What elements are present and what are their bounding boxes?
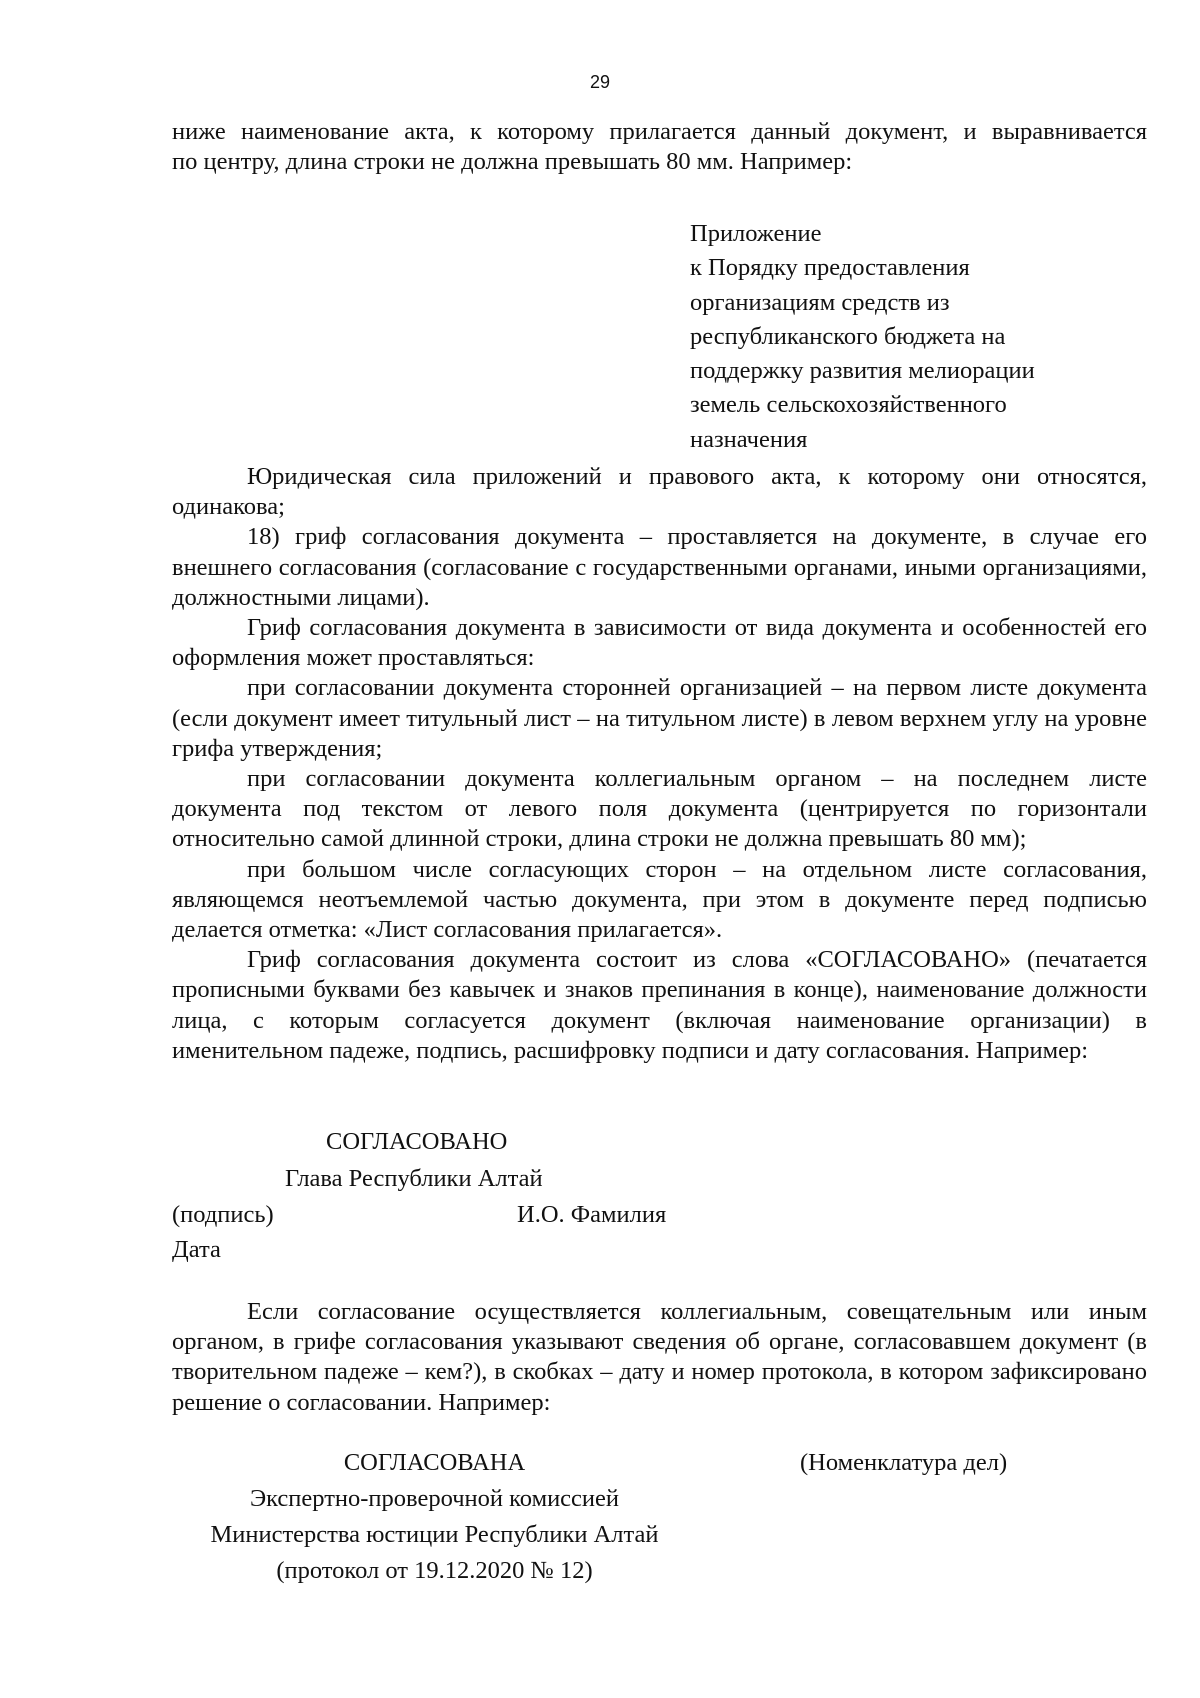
appendix-line: поддержку развития мелиорации (690, 357, 1035, 385)
approval-signature: (подпись) (172, 1201, 274, 1228)
paragraph-stamp-placement: Гриф согласования документа в зависимости от вида документа и особенностей его оформления может проставляться: (172, 614, 1147, 672)
collegial-paragraph-block (172, 1297, 1147, 1418)
intro-paragraph (172, 117, 1147, 177)
main-text (172, 462, 1147, 1066)
intro-line: ниже наименование акта, к которому прилагается данный документ, и выравнивается (172, 118, 1147, 145)
approval-position: Глава Республики Алтай (285, 1165, 543, 1192)
approval-heading: СОГЛАСОВАНО (326, 1128, 508, 1155)
collegial-commission: Экспертно-проверочной комиссией (249, 1485, 620, 1512)
paragraph-third-party: при согласовании документа сторонней организацией – на первом листе документа (если документ имеет титульный лист – на титульном листе) в левом верхнем углу на уровне грифа утверждения; (172, 674, 1147, 762)
appendix-line: к Порядку предоставления (690, 254, 970, 282)
nomenclature-label: (Номенклатура дел) (800, 1449, 1008, 1476)
approval-name: И.О. Фамилия (517, 1201, 667, 1228)
appendix-line: организациям средств из (690, 288, 950, 316)
paragraph-stamp-composition: Гриф согласования документа состоит из слова «СОГЛАСОВАНО» (печатается прописными буквами без кавычек и знаков препинания в конце), наименование должности лица, с которым согласуется документ (включая наименование организации) в именительном падеже, подпись, расшифровку подписи и дату согласования. Например: (172, 946, 1147, 1064)
appendix-line: республиканского бюджета на (690, 322, 1006, 350)
paragraph-collegial-approval: Если согласование осуществляется коллегиальным, совещательным или иным органом, в грифе согласования указывают сведения об органе, согласовавшем документ (в творительном падеже – кем?), в скобках – дату и номер протокола, в котором зафиксировано решение о согласовании. Например: (172, 1298, 1147, 1416)
appendix-line: назначения (690, 425, 808, 453)
collegial-protocol: (протокол от 19.12.2020 № 12) (276, 1557, 593, 1584)
approval-date: Дата (172, 1236, 221, 1263)
collegial-ministry: Министерства юстиции Республики Алтай (210, 1521, 659, 1548)
intro-line: по центру, длина строки не должна превышать 80 мм. Например: (172, 148, 853, 176)
appendix-line: земель сельскохозяйственного (690, 391, 1007, 419)
appendix-stamp (690, 217, 1110, 457)
collegial-heading: СОГЛАСОВАНА (343, 1449, 526, 1476)
paragraph-many-parties: при большом числе согласующих сторон – на отдельном листе согласования, являющемся неотъемлемой частью документа, при этом в документе перед подписью делается отметка: «Лист согласования прилагается». (172, 855, 1147, 944)
appendix-line: Приложение (690, 220, 822, 247)
paragraph-legal-force: Юридическая сила приложений и правового акта, к которому они относятся, одинакова; (172, 463, 1147, 521)
paragraph-item-18: 18) гриф согласования документа – проставляется на документе, в случае его внешнего согласования (согласование с государственными органами, иными организациями, должностными лицами). (172, 523, 1147, 611)
page-number: 29 (589, 72, 611, 92)
paragraph-collegial-body: при согласовании документа коллегиальным органом – на последнем листе документа под текстом от левого поля документа (центрируется по горизонтали относительно самой длинной строки, длина строки не должна превышать 80 мм); (172, 765, 1147, 853)
